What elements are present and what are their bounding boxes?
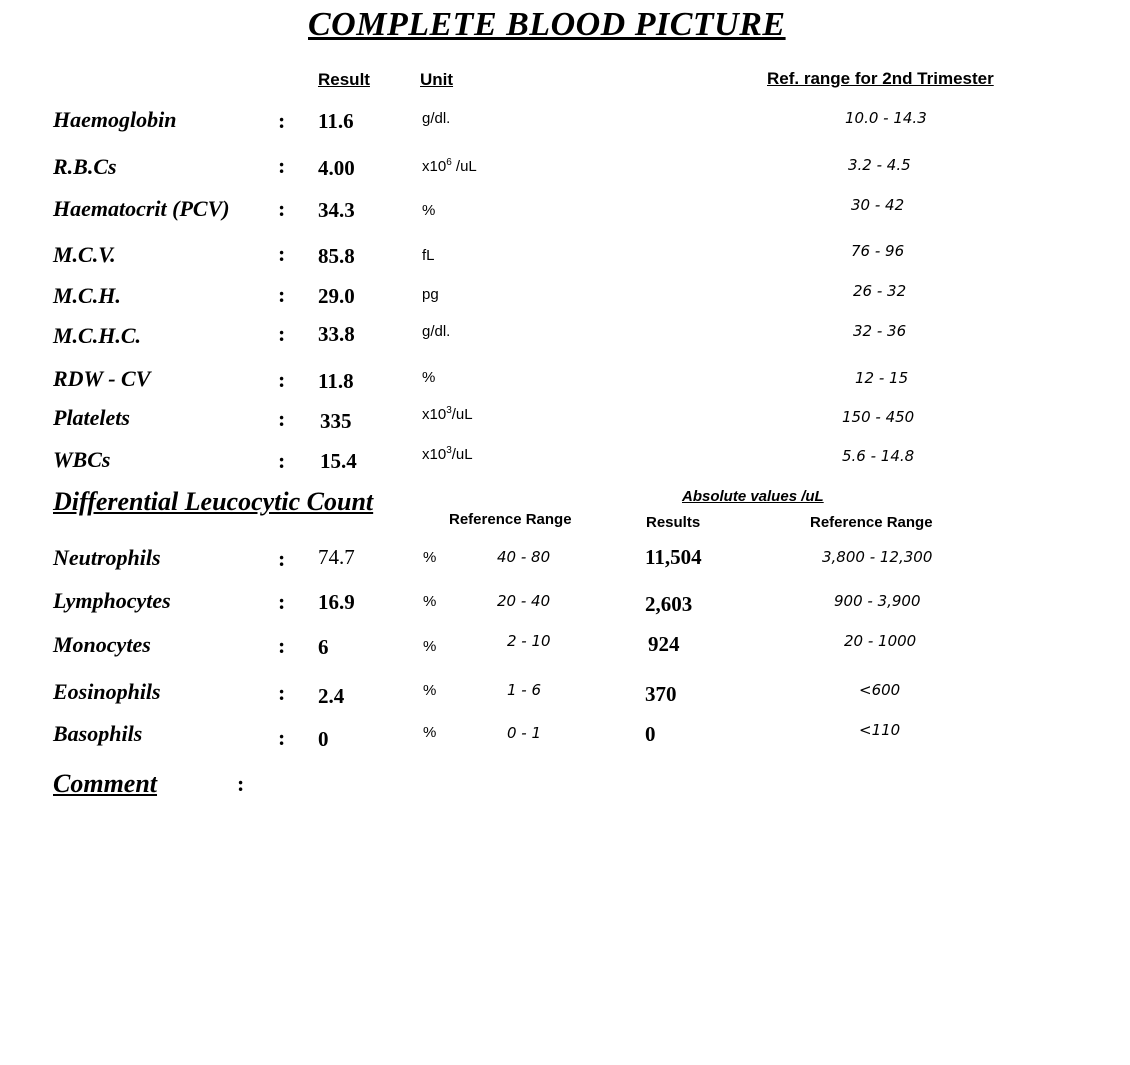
percent-reference-range: 1 - 6 [507, 681, 542, 699]
colon-separator: : [278, 633, 286, 658]
test-reference-range: 76 - 96 [851, 242, 905, 260]
percent-result: 0 [318, 727, 329, 751]
absolute-result: 924 [648, 632, 680, 656]
percent-reference-range: 40 - 80 [497, 548, 551, 566]
colon-separator: : [278, 196, 286, 221]
test-reference-range: 10.0 - 14.3 [845, 109, 927, 127]
test-unit [422, 247, 435, 264]
test-result: 11.6 [318, 109, 354, 133]
test-reference-range: 30 - 42 [851, 196, 905, 214]
test-unit [422, 157, 477, 175]
test-name: R.B.Cs [53, 154, 117, 179]
test-reference-range: 12 - 15 [855, 369, 909, 387]
test-unit [422, 405, 473, 423]
colon-separator: : [278, 546, 286, 571]
unit-tail: /uL [451, 158, 477, 175]
percent-unit: % [423, 682, 437, 699]
colon-separator: : [278, 241, 286, 266]
percent-result: 6 [318, 635, 329, 659]
result-column-header: Result [318, 70, 370, 89]
test-name: M.C.V. [53, 242, 116, 267]
percent-unit: % [423, 593, 437, 610]
unit-base: g/dl. [422, 323, 451, 340]
test-result: 4.00 [318, 156, 355, 180]
percent-reference-range: 20 - 40 [497, 592, 551, 610]
unit-base: x10 [422, 406, 447, 423]
colon-separator: : [278, 108, 286, 133]
colon-separator: : [278, 680, 286, 705]
test-unit [422, 202, 435, 219]
unit-base: % [422, 202, 436, 219]
cell-type-name: Lymphocytes [53, 588, 171, 613]
colon-separator: : [278, 321, 286, 346]
absolute-reference-range: <110 [859, 721, 901, 739]
colon-separator: : [278, 367, 286, 392]
test-reference-range: 26 - 32 [853, 282, 907, 300]
colon-separator: : [278, 153, 286, 178]
unit-base: x10 [422, 158, 447, 175]
unit-base: fL [422, 247, 435, 264]
test-name: M.C.H.C. [53, 323, 142, 348]
test-reference-range: 5.6 - 14.8 [842, 447, 915, 465]
test-result: 15.4 [320, 449, 357, 473]
percent-result: 74.7 [318, 545, 355, 569]
unit-column-header: Unit [420, 70, 454, 89]
absolute-reference-range-header: Reference Range [810, 514, 933, 531]
cell-type-name: Basophils [53, 721, 143, 746]
ref-range-column-header: Ref. range for 2nd Trimester [767, 69, 994, 88]
percent-unit: % [423, 724, 437, 741]
test-name: RDW - CV [53, 366, 151, 391]
page-title: COMPLETE BLOOD PICTURE [308, 6, 786, 43]
test-reference-range: 3.2 - 4.5 [848, 156, 911, 174]
colon-separator: : [278, 282, 286, 307]
percent-reference-range: 2 - 10 [507, 632, 551, 650]
test-unit [422, 323, 450, 340]
test-unit [422, 286, 439, 303]
unit-exponent: 6 [446, 157, 452, 168]
test-result: 11.8 [318, 369, 354, 393]
absolute-reference-range: <600 [859, 681, 901, 699]
test-result: 85.8 [318, 244, 355, 268]
test-unit [422, 369, 435, 386]
colon-separator: : [278, 725, 286, 750]
absolute-reference-range: 3,800 - 12,300 [822, 548, 933, 566]
unit-exponent: 3 [446, 445, 452, 456]
test-result: 34.3 [318, 198, 355, 222]
test-name: Haematocrit (PCV) [53, 196, 230, 221]
unit-base: x10 [422, 446, 447, 463]
test-name: Haemoglobin [53, 107, 177, 132]
percent-result: 2.4 [318, 684, 345, 708]
unit-tail: /uL [451, 446, 473, 463]
test-result: 29.0 [318, 284, 355, 308]
unit-base: % [422, 369, 436, 386]
unit-base: g/dl. [422, 110, 451, 127]
cell-type-name: Eosinophils [53, 679, 161, 704]
percent-unit: % [423, 549, 437, 566]
colon-separator: : [278, 448, 286, 473]
test-name: WBCs [53, 447, 111, 472]
test-unit [422, 110, 450, 127]
test-name: Platelets [53, 405, 130, 430]
absolute-reference-range: 900 - 3,900 [834, 592, 921, 610]
percent-result: 16.9 [318, 590, 355, 614]
absolute-result: 11,504 [645, 545, 702, 569]
percent-unit: % [423, 638, 437, 655]
differential-section-title: Differential Leucocytic Count [53, 487, 374, 516]
absolute-result: 2,603 [645, 592, 693, 616]
colon-separator: : [278, 406, 286, 431]
cell-type-name: Neutrophils [53, 545, 161, 570]
test-reference-range: 150 - 450 [842, 408, 915, 426]
test-unit [422, 445, 473, 463]
absolute-reference-range: 20 - 1000 [844, 632, 917, 650]
absolute-results-header: Results [646, 514, 701, 531]
unit-base: pg [422, 286, 439, 303]
percent-reference-range: 0 - 1 [507, 724, 542, 742]
percent-reference-range-header: Reference Range [449, 511, 572, 528]
cell-type-name: Monocytes [53, 632, 151, 657]
comment-label: Comment [53, 769, 158, 798]
test-result: 335 [320, 409, 352, 433]
unit-exponent: 3 [446, 405, 452, 416]
test-result: 33.8 [318, 322, 355, 346]
test-name: M.C.H. [53, 283, 121, 308]
test-reference-range: 32 - 36 [853, 322, 907, 340]
absolute-result: 370 [645, 682, 677, 706]
comment-colon: : [237, 771, 245, 796]
colon-separator: : [278, 589, 286, 614]
unit-tail: /uL [451, 406, 473, 423]
absolute-values-header: Absolute values /uL [682, 488, 824, 505]
absolute-result: 0 [645, 722, 656, 746]
